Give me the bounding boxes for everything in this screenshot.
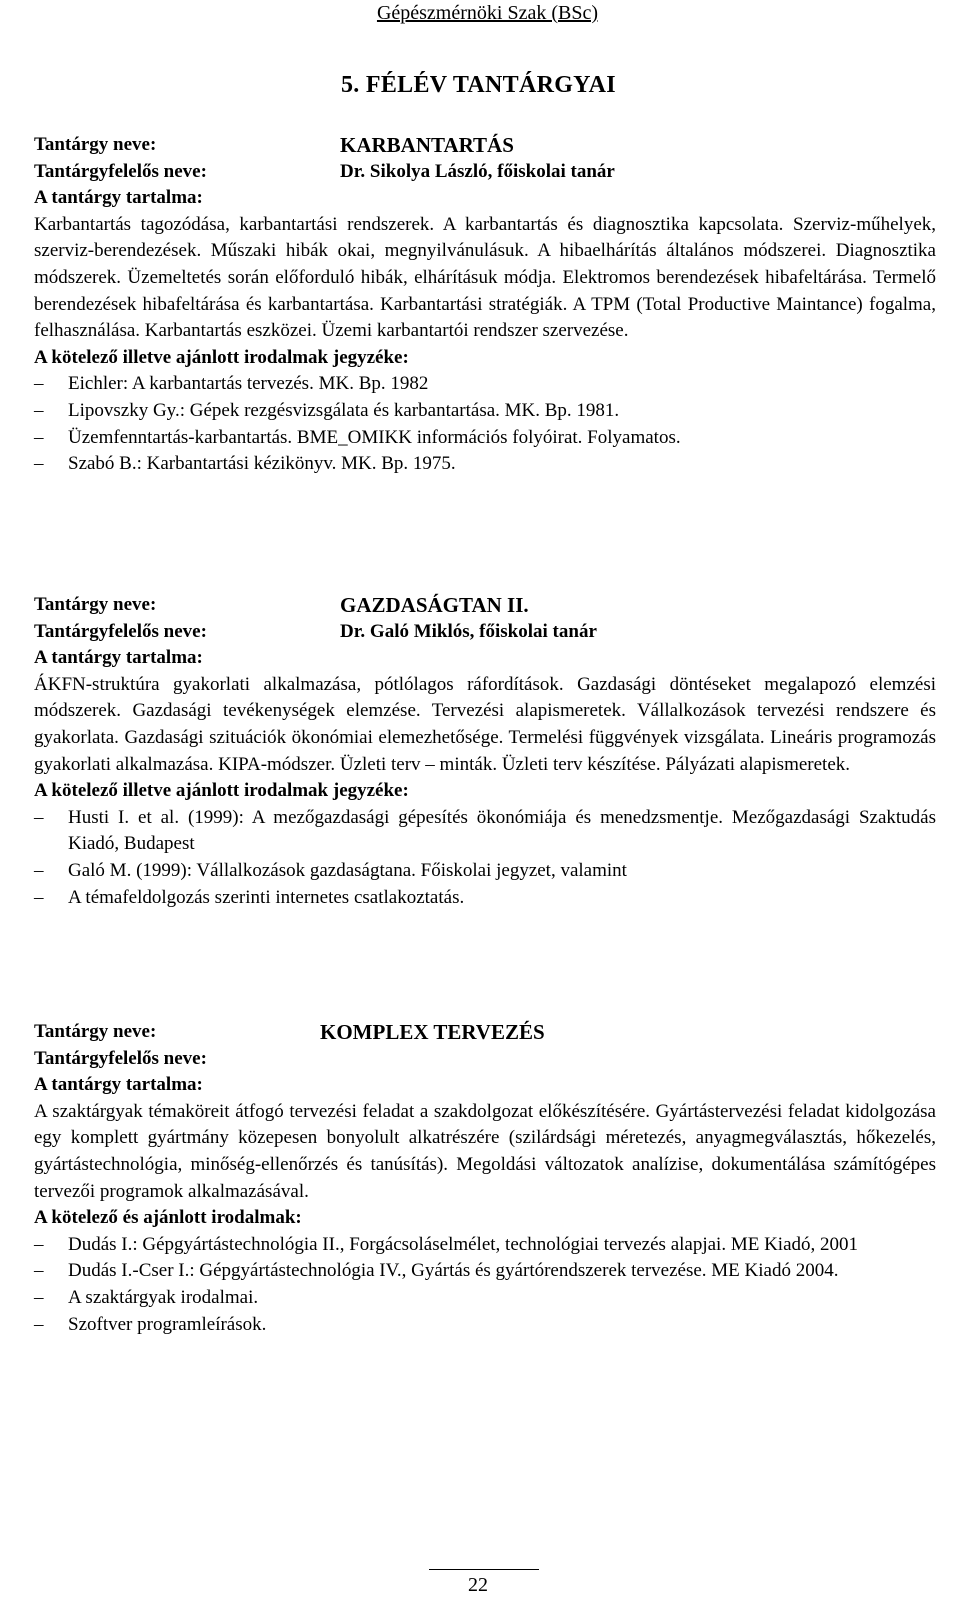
course-name-row [34, 1019, 936, 1046]
list-dash: – [34, 426, 44, 448]
reference-text: Husti I. et al. (1999): A mezőgazdasági gépesítés ökonómiája és menedzsmentje. Mezőgazdasági Szaktudás Kiadó, Budapest [68, 806, 936, 855]
reference-text: Galó M. (1999): Vállalkozások gazdaságtana. Főiskolai jegyzet, valamint [68, 859, 627, 881]
reference-item [34, 1258, 936, 1285]
footer-rule [429, 1569, 539, 1570]
semester-title: 5. FÉLÉV TANTÁRGYAI [341, 72, 616, 98]
references-heading: A kötelező és ajánlott irodalmak: [34, 1207, 302, 1229]
content-label-row [34, 1072, 936, 1099]
list-dash: – [34, 806, 44, 828]
reference-item [34, 398, 936, 425]
reference-text: Lipovszky Gy.: Gépek rezgésvizsgálata és karbantartása. MK. Bp. 1981. [68, 399, 620, 421]
list-dash: – [34, 1260, 44, 1282]
content-label: A tantárgy tartalma: [34, 647, 203, 669]
course-name: KOMPLEX TERVEZÉS [320, 1020, 545, 1044]
course-content: Karbantartás tagozódása, karbantartási rendszerek. A karbantartás és diagnosztika kapcsolata. Szerviz-műhelyek, szerviz-berendezések. Műszaki hibák okai, megnyilvánulásuk. A hibaelhárítás általános módszerei. Diagnosztika módszerek. Üzemeltetés során előforduló hibák, elhárításuk módja. Elektromos berendezések hibafeltárása. Termelő berendezések hibafeltárása és karbantartása. Karbantartási stratégiák. A TPM (Total Productive Maintance) fogalma, felhasználása. Karbantartás eszközei. Üzemi karbantartói rendszer szervezése. [34, 213, 936, 342]
running-header [34, 0, 940, 30]
course-section-karbantartas [34, 132, 936, 478]
reference-item [34, 885, 936, 912]
responsible-label: Tantárgyfelelős neve: [34, 620, 207, 642]
content-label: A tantárgy tartalma: [34, 187, 203, 209]
reference-text: Szoftver programleírások. [68, 1313, 267, 1335]
reference-item [34, 1285, 936, 1312]
responsible-row [34, 159, 936, 186]
reference-item [34, 1232, 936, 1259]
course-name-label: Tantárgy neve: [34, 1021, 157, 1042]
reference-item [34, 425, 936, 452]
course-name: GAZDASÁGTAN II. [340, 593, 529, 617]
references-heading: A kötelező illetve ajánlott irodalmak jegyzéke: [34, 346, 409, 368]
reference-text: Üzemfenntartás-karbantartás. BME_OMIKK információs folyóirat. Folyamatos. [68, 426, 681, 448]
list-dash: – [34, 859, 44, 881]
content-label: A tantárgy tartalma: [34, 1074, 203, 1096]
list-dash: – [34, 399, 44, 421]
reference-item [34, 371, 936, 398]
course-name-label: Tantárgy neve: [34, 134, 157, 155]
reference-item [34, 1312, 936, 1339]
content-label-row [34, 645, 936, 672]
references-list [34, 805, 936, 911]
reference-text: Eichler: A karbantartás tervezés. MK. Bp. 1982 [68, 373, 429, 395]
reference-item [34, 451, 936, 478]
course-content: ÁKFN-struktúra gyakorlati alkalmazása, pótlólagos ráfordítások. Gazdasági döntéseket megalapozó elemzési módszerek. Gazdasági tevékenységek elemzése. Tervezési alapismeretek. Vállalkozások tervezési rendszere és gyakorlata. Gazdasági szituációk ökonómiai elemezhetősége. Termelési függvények vizsgálata. Lineáris programozás gyakorlati alkalmazása. KIPA-módszer. Üzleti terv – minták. Üzleti terv készítése. Pályázati alapismeretek. [34, 673, 936, 775]
reference-text: Dudás I.: Gépgyártástechnológia II., Forgácsoláselmélet, technológiai tervezés alapjai. ME Kiadó, 2001 [68, 1233, 859, 1255]
running-title: Gépészmérnöki Szak (BSc) [376, 2, 598, 24]
list-dash: – [34, 453, 44, 475]
reference-item [34, 858, 936, 885]
responsible-label: Tantárgyfelelős neve: [34, 1047, 207, 1069]
course-name-row [34, 592, 936, 619]
references-list [34, 1232, 936, 1338]
responsible-row [34, 619, 936, 646]
course-name-row [34, 132, 936, 159]
list-dash: – [34, 1233, 44, 1255]
list-dash: – [34, 1313, 44, 1335]
reference-text: Dudás I.-Cser I.: Gépgyártástechnológia IV., Gyártás és gyártórendszerek tervezése. ME Kiadó 2004. [68, 1260, 839, 1282]
course-content: A szaktárgyak témaköreit átfogó tervezési feladat a szakdolgozat előkészítésére. Gyártástervezési feladat kidolgozása egy komplett gyártmány közepesen bonyolult alkatrészére (szilárdsági méretezés, anyagmegválasztás, hőkezelés, gyártástechnológia, minőség-ellenőrzés és tanúsítás). Megoldási változatok analízise, dokumentálása számítógépes tervezői programok alkalmazásával. [34, 1100, 936, 1202]
course-section-gazdasagtan [34, 592, 936, 911]
reference-text: Szabó B.: Karbantartási kézikönyv. MK. Bp. 1975. [68, 453, 456, 475]
document-page [34, 0, 940, 1609]
responsible-label: Tantárgyfelelős neve: [34, 160, 207, 182]
references-heading: A kötelező illetve ajánlott irodalmak jegyzéke: [34, 780, 409, 802]
course-section-komplex-tervezes [34, 1019, 936, 1338]
responsible-row [34, 1046, 936, 1073]
content-label-row [34, 185, 936, 212]
reference-text: A témafeldolgozás szerinti internetes csatlakoztatás. [68, 886, 465, 908]
responsible-name: Dr. Sikolya László, főiskolai tanár [340, 160, 615, 182]
responsible-name: Dr. Galó Miklós, főiskolai tanár [340, 620, 597, 642]
course-name: KARBANTARTÁS [340, 133, 514, 157]
page-number: 22 [468, 1574, 488, 1596]
reference-text: A szaktárgyak irodalmai. [68, 1286, 259, 1308]
references-list [34, 371, 936, 477]
list-dash: – [34, 886, 44, 908]
list-dash: – [34, 373, 44, 395]
reference-item [34, 805, 936, 858]
course-name-label: Tantárgy neve: [34, 594, 157, 615]
list-dash: – [34, 1286, 44, 1308]
